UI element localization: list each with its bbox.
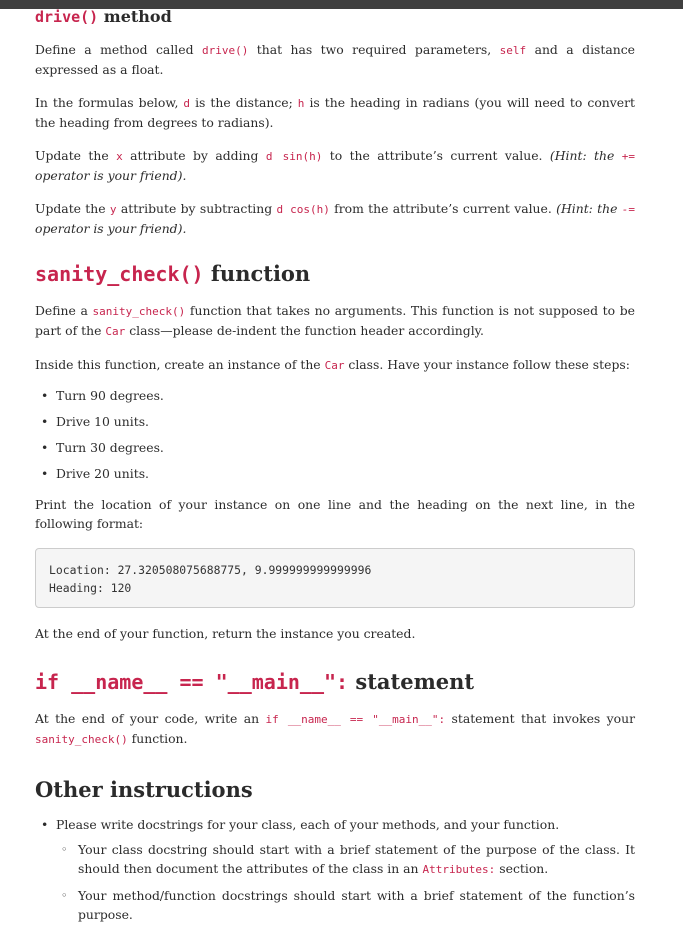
other-instructions-list: [35, 815, 635, 924]
heading-text: function: [210, 261, 311, 286]
text: function.: [127, 731, 188, 746]
inline-code: d: [183, 97, 191, 110]
text: section.: [495, 861, 549, 876]
sub-list: [56, 840, 635, 924]
sanity-paragraph-1: [35, 301, 635, 341]
heading-code: sanity_check(): [35, 262, 204, 286]
sanity-paragraph-2: [35, 355, 635, 375]
inline-code: h: [297, 97, 305, 110]
inline-code: sanity_check(): [92, 305, 186, 318]
drive-paragraph-2: [35, 93, 635, 132]
text: statement that invokes your: [445, 711, 636, 726]
steps-list: [35, 386, 635, 483]
inline-code: Car: [105, 325, 126, 338]
text: (Hint: the: [549, 148, 622, 163]
heading-text: method: [103, 7, 172, 26]
sanity-check-heading: [35, 260, 635, 288]
text: Your class docstring should start with a brief statement of the purpose of the class. It should then document the attributes of the class in an: [78, 842, 635, 876]
document-body: [35, 7, 635, 931]
text: is the distance;: [190, 95, 298, 110]
text: class. Have your instance follow these steps:: [344, 357, 630, 372]
main-paragraph-1: [35, 709, 635, 749]
text: In the formulas below,: [35, 95, 184, 110]
code-block: [35, 548, 635, 608]
main-statement-heading: [35, 668, 635, 696]
list-item: • Drive 10 units.: [35, 412, 635, 431]
text: function that takes no arguments. This function is not supposed to be part of the: [35, 303, 636, 338]
code-line: Heading: 120: [49, 581, 132, 595]
inline-code: -=: [621, 203, 635, 216]
drive-paragraph-4: [35, 199, 635, 238]
text: At the end of your code, write an: [35, 711, 266, 726]
inline-code: self: [499, 44, 527, 57]
text: is the heading in radians (you will need to convert the heading from degrees to radians).: [35, 95, 636, 130]
heading-code: drive(): [35, 8, 99, 26]
inline-code: +=: [621, 150, 635, 163]
text: that has two required parameters,: [248, 42, 500, 57]
text: Update the: [35, 201, 110, 216]
sub-list-item: ◦ Your method/function docstrings should start with a brief statement of the function’s purpose.: [56, 886, 635, 924]
text: Define a method called: [35, 42, 202, 57]
drive-paragraph-1: [35, 40, 635, 79]
text: operator is your friend).: [35, 221, 187, 236]
inline-code: x: [116, 150, 123, 163]
list-item: • Drive 20 units.: [35, 464, 635, 483]
inline-code: if __name__ == "__main__":: [265, 713, 446, 726]
inline-code: sanity_check(): [35, 733, 128, 746]
list-item: • Turn 90 degrees.: [35, 386, 635, 405]
text: from the attribute’s current value.: [329, 201, 557, 216]
text: attribute by subtracting: [116, 201, 277, 216]
list-item: • Turn 30 degrees.: [35, 438, 635, 457]
text: attribute by adding: [122, 148, 266, 163]
heading-text: statement: [355, 669, 475, 694]
text: class—please de-indent the function header accordingly.: [125, 323, 484, 338]
inline-code: Attributes:: [422, 863, 496, 876]
drive-method-heading: [35, 7, 635, 27]
inline-code: drive(): [201, 44, 249, 57]
inline-code: d cos(h): [276, 203, 330, 216]
text: Update the: [35, 148, 117, 163]
code-line: Location: 27.320508075688775, 9.999999999999996: [49, 563, 372, 577]
other-instructions-heading: Other instructions: [35, 777, 253, 802]
heading-code: if __name__ == "__main__":: [35, 670, 349, 694]
sub-list-item: [56, 840, 635, 879]
text: Define a: [35, 303, 93, 318]
inline-code: d sin(h): [265, 150, 323, 163]
text: (Hint: the: [556, 201, 622, 216]
inline-code: Car: [324, 359, 345, 372]
sanity-paragraph-4: At the end of your function, return the instance you created.: [35, 626, 416, 641]
drive-paragraph-3: [35, 146, 635, 185]
text: operator is your friend).: [35, 168, 187, 183]
text: and a distance expressed as a float.: [35, 42, 636, 77]
text: to the attribute’s current value.: [322, 148, 550, 163]
sanity-paragraph-3: Print the location of your instance on one line and the heading on the next line, in the following format:: [35, 497, 635, 531]
inline-code: y: [109, 203, 117, 216]
text: Please write docstrings for your class, each of your methods, and your function.: [56, 817, 560, 832]
list-item: [35, 815, 635, 924]
text: Inside this function, create an instance of the: [35, 357, 325, 372]
